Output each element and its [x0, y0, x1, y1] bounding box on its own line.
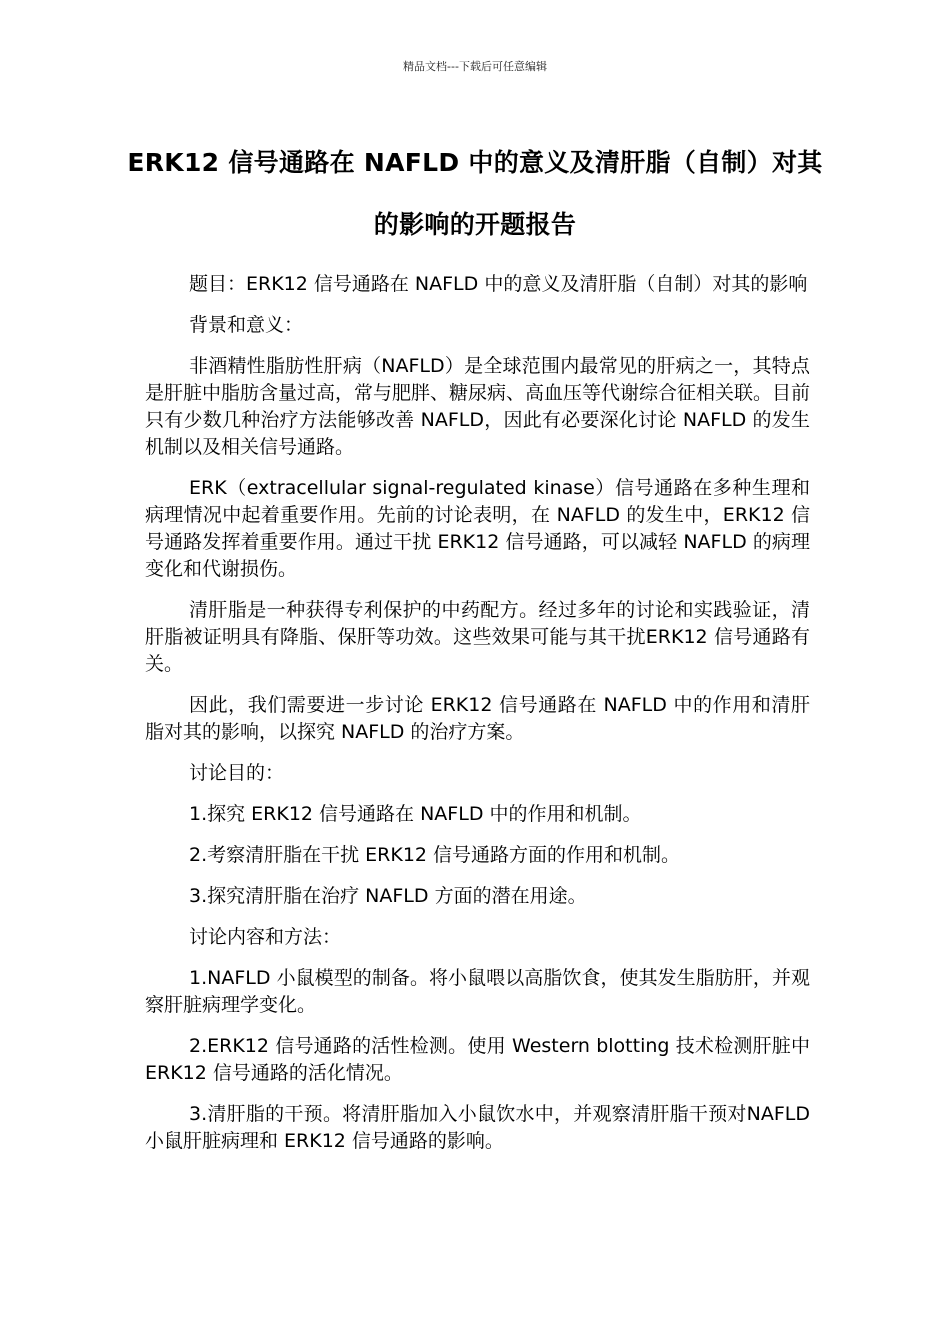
document-title: ERK12 信号通路在 NAFLD 中的意义及清肝脂（自制）对其的影响的开题报告: [127, 148, 823, 239]
purpose-item-1: 1.探究 ERK12 信号通路在 NAFLD 中的作用和机制。: [189, 803, 642, 825]
heading-methods: 讨论内容和方法：: [189, 926, 342, 948]
method-item-2: 2.ERK12 信号通路的活性检测。使用 Western blotting 技术检测肝脏中 ERK12 信号通路的活化情况。: [145, 1035, 810, 1084]
paragraph-topic: 题目：ERK12 信号通路在 NAFLD 中的意义及清肝脂（自制）对其的影响: [189, 273, 808, 295]
heading-purpose: 讨论目的：: [189, 762, 285, 784]
method-item-1: 1.NAFLD 小鼠模型的制备。将小鼠喂以高脂饮食，使其发生脂肪肝，并观察肝脏病理学变化。: [145, 967, 810, 1016]
paragraph-conclusion: 因此，我们需要进一步讨论 ERK12 信号通路在 NAFLD 中的作用和清肝脂对其的影响，以探究 NAFLD 的治疗方案。: [145, 694, 810, 743]
method-item-3: 3.清肝脂的干预。将清肝脂加入小鼠饮水中，并观察清肝脂干预对NAFLD 小鼠肝脏病理和 ERK12 信号通路的影响。: [145, 1103, 810, 1152]
heading-background: 背景和意义：: [189, 314, 304, 336]
paragraph-qinggan: 清肝脂是一种获得专利保护的中药配方。经过多年的讨论和实践验证，清肝脂被证明具有降脂、保肝等功效。这些效果可能与其干扰ERK12 信号通路有关。: [145, 599, 810, 675]
purpose-item-2: 2.考察清肝脂在干扰 ERK12 信号通路方面的作用和机制。: [189, 844, 681, 866]
paragraph-nafld: 非酒精性脂肪性肝病（NAFLD）是全球范围内最常见的肝病之一，其特点是肝脏中脂肪含量过高，常与肥胖、糖尿病、高血压等代谢综合征相关联。目前只有少数几种治疗方法能够改善 NAFLD，因此有必要深化讨论 NAFLD 的发生机制以及相关信号通路。: [145, 355, 811, 458]
document-body: [145, 271, 810, 1169]
paragraph-erk: ERK（extracellular signal-regulated kinase）信号通路在多种生理和病理情况中起着重要作用。先前的讨论表明，在 NAFLD 的发生中，ERK12 信号通路发挥着重要作用。通过干扰 ERK12 信号通路，可以减轻 NAFLD 的病理变化和代谢损伤。: [145, 477, 810, 580]
page-header: 精品文档---下载后可任意编辑: [403, 60, 547, 73]
purpose-item-3: 3.探究清肝脂在治疗 NAFLD 方面的潜在用途。: [189, 885, 587, 907]
